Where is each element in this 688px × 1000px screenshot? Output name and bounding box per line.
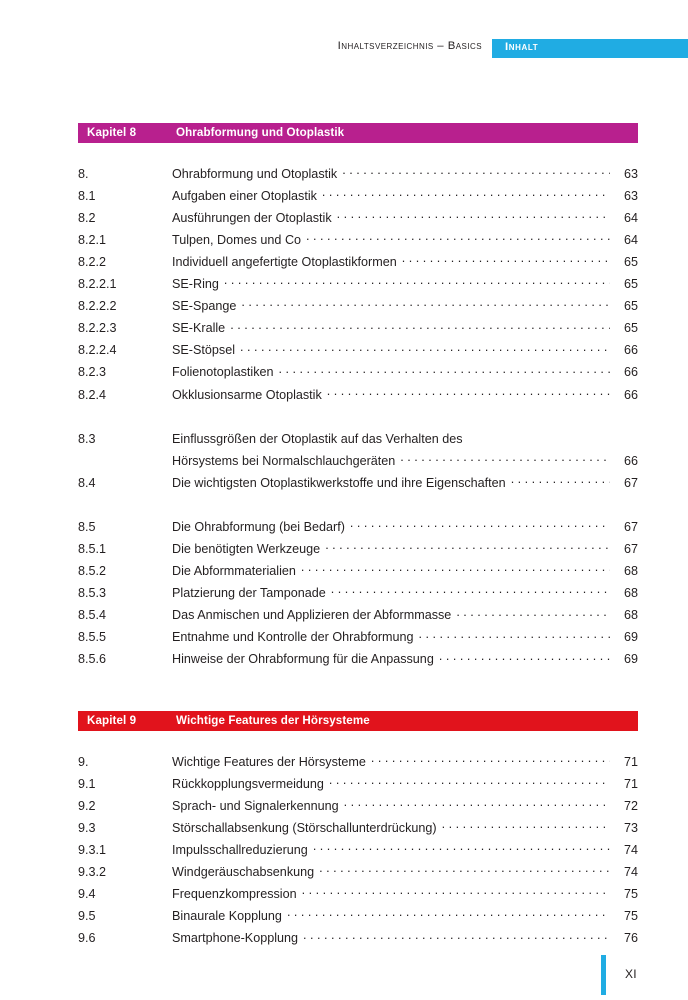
toc-group-spacer (78, 408, 638, 430)
toc-entry-number: 8.5.6 (78, 652, 107, 667)
toc-entry-number: 8.1 (78, 188, 96, 203)
toc-entry-body (172, 209, 638, 225)
toc-entry-page: 68 (623, 586, 638, 601)
toc-entry-number: 8.2.2.1 (78, 277, 117, 292)
toc-entry-page: 63 (623, 166, 638, 181)
toc-entry-title: Ausführungen der Otoplastik (172, 210, 332, 225)
toc-entry-page: 71 (623, 776, 638, 791)
toc-entry-body (172, 908, 638, 924)
toc-entry-title: Die benötigten Werkzeuge (172, 542, 321, 556)
toc-entry-number: 8.2 (78, 210, 96, 225)
toc-leader-dots (306, 231, 610, 244)
toc-leader-dots (442, 819, 610, 832)
toc-entry-title: Folienotoplastiken (172, 365, 274, 380)
toc-entry-number: 9.3.2 (78, 865, 107, 880)
chapter-title: Wichtige Features der Hörsysteme (176, 713, 370, 727)
toc-entry-title: SE-Stöpsel (172, 343, 235, 358)
toc-entry[interactable] (78, 629, 638, 651)
toc-entry[interactable] (78, 540, 638, 562)
toc-entry-body (172, 165, 638, 181)
toc-entry-page: 64 (623, 232, 638, 247)
toc-leader-dots (331, 585, 610, 598)
toc-entry-page: 67 (623, 542, 638, 556)
toc-leader-dots (468, 430, 610, 443)
toc-entry-title: Aufgaben einer Otoplastik (172, 188, 317, 203)
toc-entry[interactable] (78, 585, 638, 607)
toc-entry-number: 9.1 (78, 776, 96, 791)
toc-entry-title: Hinweise der Ohrabformung für die Anpassung (172, 652, 434, 667)
toc-entry-body (172, 364, 638, 380)
toc-entry-number: 9.2 (78, 798, 96, 813)
toc-entry-body (172, 819, 638, 835)
toc-entry-number: 8.2.2.2 (78, 299, 117, 314)
footer-page-number: XI (625, 967, 637, 981)
toc-entry-body (172, 585, 638, 601)
toc-entry[interactable] (78, 386, 638, 408)
chapter-title: Ohrabformung und Otoplastik (176, 126, 345, 139)
toc-entry-body (172, 775, 638, 791)
toc-entry-page: 72 (623, 798, 638, 813)
toc-entry-number: 8.5.4 (78, 608, 107, 623)
toc-entry-title: Die wichtigsten Otoplastikwerkstoffe und ihre Eigenschaften (172, 475, 506, 490)
toc-entry-page: 64 (623, 210, 638, 225)
toc-entry[interactable] (78, 187, 638, 209)
toc-entry-title: Smartphone-Kopplung (172, 931, 299, 946)
toc-group (78, 518, 638, 673)
toc-entry[interactable] (78, 275, 638, 297)
toc-entry-page: 76 (623, 931, 638, 946)
toc-leader-dots (344, 797, 610, 810)
toc-entry-title: Rückkopplungsvermeidung (172, 776, 324, 791)
section-tab-inhalt (492, 39, 688, 58)
toc-entry-number: 8.5.5 (78, 630, 107, 645)
toc-entry[interactable] (78, 563, 638, 585)
toc-entry-body (172, 651, 638, 667)
toc-entry-number: 9.3 (78, 820, 96, 835)
toc-entry-title: Entnahme und Kontrolle der Ohrabformung (172, 630, 414, 645)
toc-entry-title: Die Abformmaterialien (172, 564, 296, 579)
toc-entry-page: 74 (623, 865, 638, 880)
toc-entry-body (172, 841, 638, 857)
toc-entry-page: 69 (623, 652, 638, 667)
running-header (0, 39, 688, 58)
toc-entry-title: Sprach- und Signalerkennung (172, 798, 339, 813)
chapter-heading-bar (78, 123, 638, 143)
toc-entry-body (172, 275, 638, 291)
toc-entry[interactable] (78, 320, 638, 342)
toc-leader-dots (319, 863, 610, 876)
toc-entry[interactable] (78, 165, 638, 187)
toc-entry[interactable] (78, 651, 638, 673)
toc-leader-dots (287, 908, 610, 921)
toc-entry-body (172, 629, 638, 645)
toc-entry-page: 74 (623, 842, 638, 857)
toc-entry[interactable] (78, 231, 638, 253)
toc-group (78, 165, 638, 408)
toc-entry-page: 67 (623, 519, 638, 534)
toc-entry-page: 66 (623, 365, 638, 380)
toc-entry-number: 9.4 (78, 887, 96, 902)
toc-entry-title: SE-Spange (172, 299, 237, 314)
toc-entry-page: 65 (623, 277, 638, 292)
toc-entry-number: 8.5.3 (78, 586, 107, 601)
toc-leader-dots (329, 775, 610, 788)
toc-leader-dots (402, 253, 610, 266)
toc-entry-body (172, 452, 638, 468)
toc-entry-page: 75 (623, 909, 638, 924)
toc-entry[interactable] (78, 364, 638, 386)
toc-leader-dots (342, 165, 610, 178)
toc-leader-dots (400, 452, 610, 465)
toc-leader-dots (456, 607, 610, 620)
toc-entry-title: Die Ohrabformung (bei Bedarf) (172, 519, 345, 534)
toc-entry-number: 8.3 (78, 431, 96, 446)
toc-entry[interactable] (78, 342, 638, 364)
toc-leader-dots (303, 930, 610, 943)
section-tab-label: Inhalt (505, 41, 539, 53)
toc-entry[interactable] (78, 797, 638, 819)
toc-entry-number: 8.5.2 (78, 564, 107, 579)
toc-leader-dots (240, 342, 610, 355)
toc-leader-dots (325, 540, 610, 553)
toc-entry-body (172, 386, 638, 402)
toc-entry-page: 75 (623, 887, 638, 902)
chapter-number: Kapitel 8 (87, 126, 137, 139)
toc-entry-number: 8.2.3 (78, 365, 107, 380)
toc-entry-page: 66 (623, 387, 638, 402)
chapter-spacer (78, 673, 638, 711)
toc-entry-body (172, 753, 638, 769)
toc-entry-body (172, 320, 638, 336)
footer-accent-rule (601, 955, 606, 995)
toc-entry[interactable] (78, 452, 638, 474)
toc-leader-dots (279, 364, 610, 377)
toc-entry-title: Platzierung der Tamponade (172, 586, 326, 601)
toc-entry-title: Einflussgrößen der Otoplastik auf das Verhalten des (172, 431, 463, 446)
toc-entry-page: 69 (623, 630, 638, 645)
toc-entry-number: 8.2.2 (78, 254, 107, 269)
toc-entry[interactable] (78, 775, 638, 797)
toc-leader-dots (230, 320, 610, 333)
toc-entry-body (172, 253, 638, 269)
toc-leader-dots (313, 841, 610, 854)
toc-entry-page: 63 (623, 188, 638, 203)
toc-entry-number: 8.2.4 (78, 387, 107, 402)
toc-leader-dots (439, 651, 610, 664)
page-footer (0, 955, 688, 995)
chapter-number: Kapitel 9 (87, 713, 137, 727)
toc-entry-title: SE-Kralle (172, 321, 226, 336)
toc-entry-number: 9.5 (78, 909, 96, 924)
toc-group (78, 430, 638, 496)
toc-leader-dots (371, 753, 610, 766)
toc-entry-body (172, 607, 638, 623)
toc-entry-body (172, 863, 638, 879)
toc-entry-page: 73 (623, 820, 638, 835)
toc-leader-dots (327, 386, 610, 399)
toc-entry[interactable] (78, 930, 638, 952)
toc-entry-title: Individuell angefertigte Otoplastikformen (172, 254, 397, 269)
toc-entry-number: 9.3.1 (78, 842, 107, 857)
toc-leader-dots (511, 474, 610, 487)
toc-entry-body (172, 797, 638, 813)
toc-entry-page: 65 (623, 299, 638, 314)
toc-entry-title: Impulsschallreduzierung (172, 842, 308, 857)
toc-entry-body (172, 231, 638, 247)
toc-entry-body (172, 563, 638, 579)
toc-entry-page: 67 (623, 475, 638, 490)
toc-leader-dots (302, 886, 610, 899)
toc-entry-body (172, 298, 638, 314)
toc-entry-title: SE-Ring (172, 277, 219, 292)
toc-entry-page: 65 (623, 321, 638, 336)
toc-entry-page: 68 (623, 608, 638, 623)
toc-entry-title: Das Anmischen und Applizieren der Abformmasse (172, 608, 452, 623)
toc-entry-title: Störschallabsenkung (Störschallunterdrückung) (172, 820, 437, 835)
toc-entry-number: 8. (78, 166, 89, 181)
toc-entry-title: Windgeräuschabsenkung (172, 865, 315, 880)
toc-entry-page: 68 (623, 564, 638, 579)
toc-entry-page: 71 (623, 754, 638, 769)
toc-leader-dots (322, 187, 610, 200)
toc-entry-body (172, 930, 638, 946)
toc-leader-dots (350, 518, 610, 531)
toc-entry-title: Tulpen, Domes und Co (172, 232, 302, 247)
running-header-title: Inhaltsverzeichnis – Basics (337, 40, 482, 52)
toc-entry[interactable] (78, 841, 638, 863)
toc-leader-dots (419, 629, 610, 642)
toc-leader-dots (224, 275, 610, 288)
toc-entry-number: 9. (78, 754, 89, 769)
toc-entry-body (172, 474, 638, 490)
toc-entry-title: Hörsystems bei Normalschlauchgeräten (172, 453, 396, 468)
toc-leader-dots (301, 563, 610, 576)
toc-entry[interactable] (78, 819, 638, 841)
toc-content (78, 123, 638, 952)
toc-entry-number: 8.5.1 (78, 542, 107, 556)
toc-entry[interactable] (78, 518, 638, 540)
toc-group-spacer (78, 496, 638, 518)
toc-entry-body (172, 540, 638, 556)
toc-entry[interactable] (78, 607, 638, 629)
toc-entry-page: 65 (623, 254, 638, 269)
toc-entry[interactable] (78, 753, 638, 775)
toc-entry-title: Wichtige Features der Hörsysteme (172, 754, 366, 769)
toc-leader-dots (337, 209, 610, 222)
toc-entry[interactable] (78, 474, 638, 496)
toc-entry-body (172, 886, 638, 902)
toc-entry-number: 8.5 (78, 519, 96, 534)
toc-entry-body (172, 187, 638, 203)
toc-entry-number: 8.2.2.3 (78, 321, 117, 336)
toc-entry-title: Binaurale Kopplung (172, 909, 282, 924)
toc-entry-number: 8.4 (78, 475, 96, 490)
toc-entry-page: 66 (623, 453, 638, 468)
toc-entry-body (172, 342, 638, 358)
toc-entry-body (172, 430, 638, 446)
toc-entry-body (172, 518, 638, 534)
toc-entry[interactable] (78, 886, 638, 908)
toc-group (78, 753, 638, 952)
toc-entry[interactable] (78, 298, 638, 320)
toc-entry[interactable] (78, 253, 638, 275)
toc-entry-title: Okklusionsarme Otoplastik (172, 387, 322, 402)
chapter-heading-bar (78, 711, 638, 731)
toc-entry[interactable] (78, 430, 638, 452)
toc-entry-number: 8.2.2.4 (78, 343, 117, 358)
toc-entry-title: Ohrabformung und Otoplastik (172, 166, 338, 181)
toc-entry[interactable] (78, 209, 638, 231)
toc-entry-number: 9.6 (78, 931, 96, 946)
toc-entry[interactable] (78, 908, 638, 930)
toc-entry-number: 8.2.1 (78, 232, 107, 247)
toc-leader-dots (241, 298, 610, 311)
toc-entry-title: Frequenzkompression (172, 887, 297, 902)
toc-entry[interactable] (78, 863, 638, 885)
toc-entry-page: 66 (623, 343, 638, 358)
